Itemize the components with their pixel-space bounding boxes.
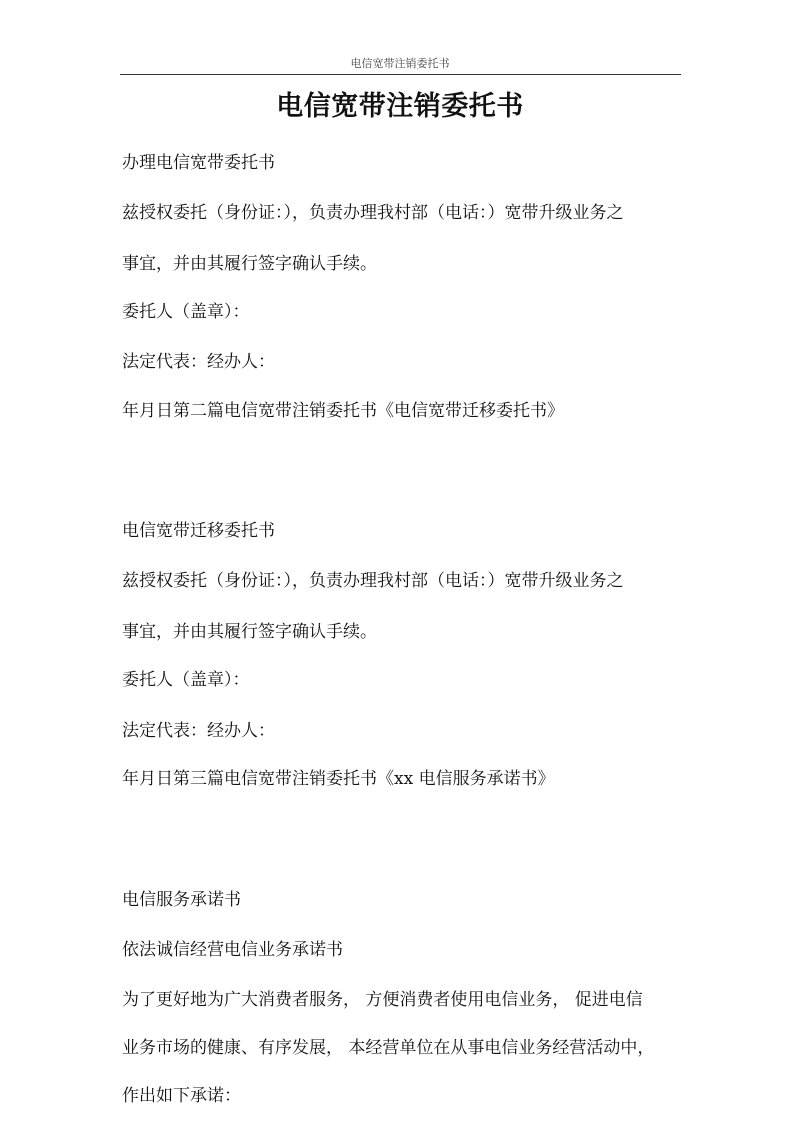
running-header: 电信宽带注销委托书 xyxy=(350,57,450,70)
paragraph-line-8: 兹授权委托（身份证：），负责办理我村部（电话：）宽带升级业务之 xyxy=(122,571,624,591)
paragraph-line-6: 年月日第二篇电信宽带注销委托书《电信宽带迁移委托书》 xyxy=(122,401,564,421)
paragraph-line-15: 为了更好地为广大消费者服务， 方便消费者使用电信业务， 促进电信 xyxy=(122,990,643,1010)
header-divider xyxy=(120,74,681,75)
document-title: 电信宽带注销委托书 xyxy=(276,91,524,122)
paragraph-line-14: 依法诚信经营电信业务承诺书 xyxy=(122,940,343,960)
paragraph-line-16: 业务市场的健康、有序发展， 本经营单位在从事电信业务经营活动中， xyxy=(122,1038,655,1058)
paragraph-line-12: 年月日第三篇电信宽带注销委托书《xx 电信服务承诺书》 xyxy=(122,769,555,789)
paragraph-line-13: 电信服务承诺书 xyxy=(122,890,241,910)
paragraph-line-17: 作出如下承诺： xyxy=(122,1086,241,1106)
paragraph-line-2: 兹授权委托（身份证：），负责办理我村部（电话：）宽带升级业务之 xyxy=(122,203,624,223)
paragraph-line-3: 事宜，并由其履行签字确认手续。 xyxy=(122,254,377,274)
paragraph-line-1: 办理电信宽带委托书 xyxy=(122,153,275,173)
paragraph-line-4: 委托人（盖章）： xyxy=(122,302,250,322)
paragraph-line-7: 电信宽带迁移委托书 xyxy=(122,521,275,541)
paragraph-line-5: 法定代表：经办人： xyxy=(122,352,275,372)
paragraph-line-11: 法定代表：经办人： xyxy=(122,721,275,741)
paragraph-line-9: 事宜，并由其履行签字确认手续。 xyxy=(122,622,377,642)
paragraph-line-10: 委托人（盖章）： xyxy=(122,670,250,690)
